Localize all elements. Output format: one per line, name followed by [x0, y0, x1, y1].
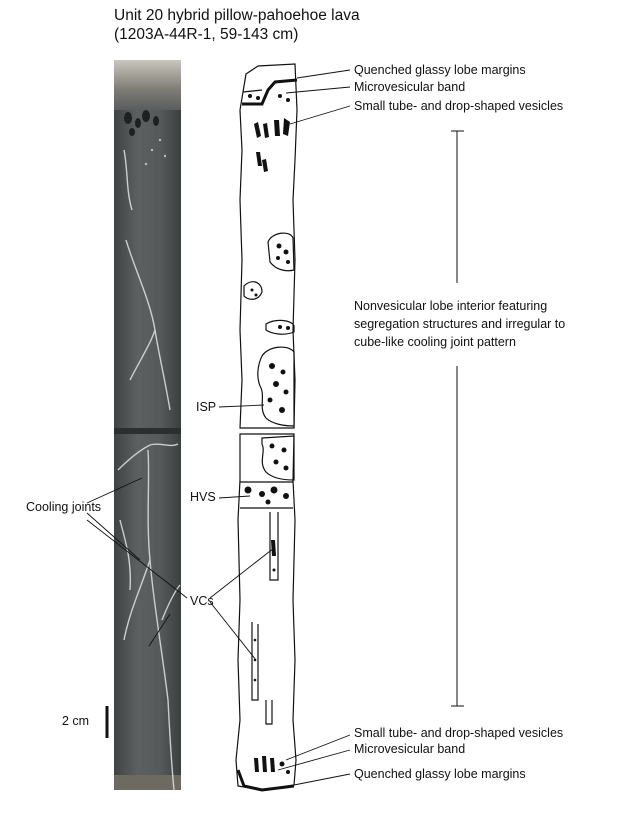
label-scale: 2 cm — [62, 714, 90, 728]
core-bottom-margin — [114, 775, 181, 790]
segregation-1 — [268, 233, 294, 271]
label-bottom-margins: Quenched glassy lobe margins — [354, 767, 526, 781]
core-top-margin — [114, 60, 181, 110]
core-break — [114, 428, 181, 434]
core-photo — [114, 60, 181, 790]
label-interior: Nonvesicular lobe interior featuring segregation structures and irregular to cube-like cooling joint pattern — [354, 299, 566, 349]
label-bottom-vesicles: Small tube- and drop-shaped vesicles — [354, 726, 564, 740]
label-bottom-band: Microvesicular band — [354, 742, 466, 756]
core-body — [114, 60, 181, 790]
label-vcs: VCs — [190, 594, 214, 608]
label-top-margins: Quenched glassy lobe margins — [354, 63, 526, 77]
core-sketch — [236, 64, 297, 790]
label-hvs: HVS — [190, 490, 216, 504]
bottom-margin-line — [238, 770, 294, 790]
lower-piece-outline — [236, 434, 296, 790]
segregation-4 — [262, 436, 294, 480]
top-band-line — [243, 90, 262, 92]
label-top-band: Microvesicular band — [354, 80, 466, 94]
interior-bracket — [451, 131, 464, 706]
label-cooling-joints: Cooling joints — [26, 500, 102, 514]
figure-subtitle: (1203A-44R-1, 59-143 cm) — [114, 26, 299, 43]
figure-title: Unit 20 hybrid pillow-pahoehoe lava — [114, 7, 360, 24]
label-top-vesicles: Small tube- and drop-shaped vesicles — [354, 99, 564, 113]
label-isp: ISP — [196, 400, 217, 414]
vc-3 — [266, 700, 272, 724]
